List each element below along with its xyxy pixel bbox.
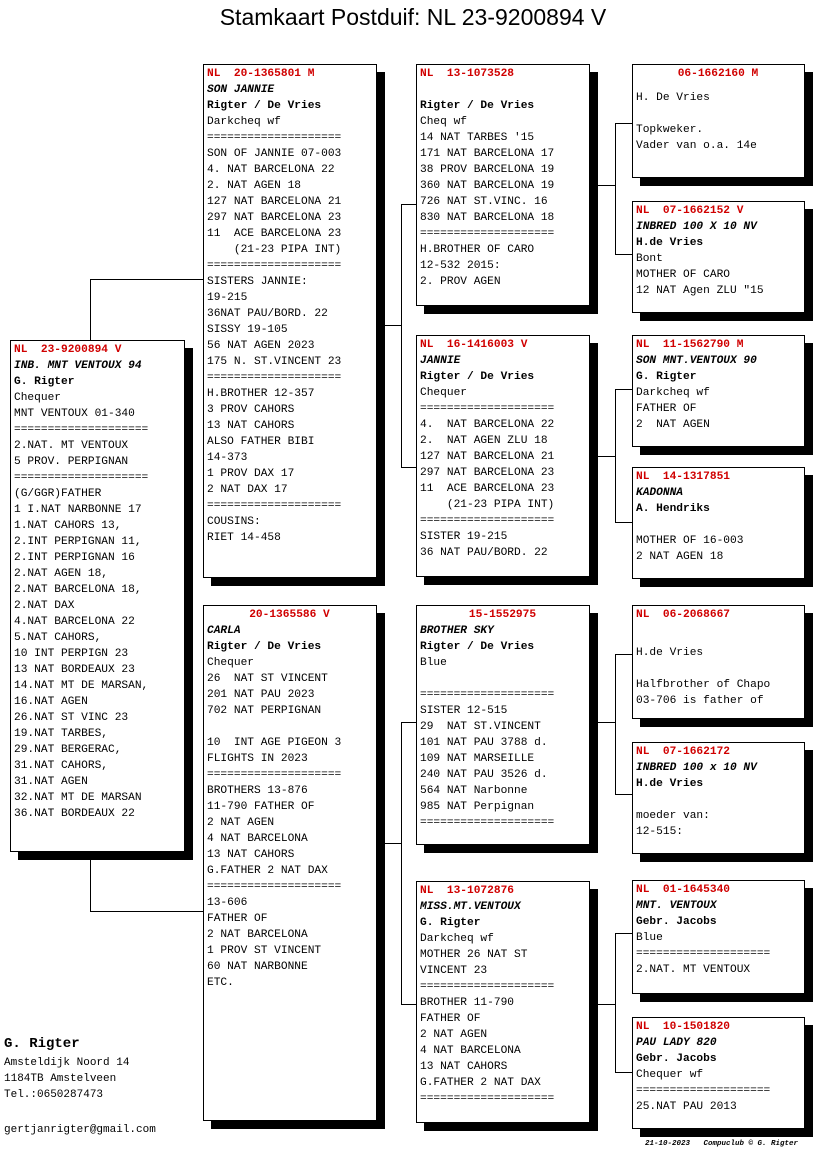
- info-line: 101 NAT PAU 3788 d.: [420, 737, 548, 749]
- info-lines: [636, 645, 800, 709]
- ring-number: NL 14-1317851: [636, 471, 730, 483]
- pedigree-card-fff[interactable]: [632, 64, 805, 178]
- info-line: [636, 106, 800, 122]
- info-line: ====================: [420, 689, 555, 701]
- info-line: Chequer wf: [636, 1069, 704, 1081]
- connector-line: [401, 467, 417, 468]
- ring-number: 20-1365586 V: [249, 609, 330, 621]
- connector-line: [401, 204, 402, 468]
- info-line: 03-706 is father of: [636, 695, 764, 707]
- info-line: Chequer: [14, 392, 61, 404]
- connector-line: [615, 254, 632, 255]
- info-line: 36NAT PAU/BORD. 22: [207, 308, 328, 320]
- info-line: 12 NAT Agen ZLU "15: [636, 285, 764, 297]
- info-line: 109 NAT MARSEILLE: [420, 753, 535, 765]
- info-line: ====================: [420, 1093, 555, 1105]
- info-line: 2.INT PERPIGNAN 11,: [14, 536, 142, 548]
- info-line: ====================: [207, 372, 342, 384]
- info-line: 14 NAT TARBES '15: [420, 132, 535, 144]
- breeder-name: Rigter / De Vries: [207, 100, 322, 112]
- pigeon-name: INB. MNT VENTOUX 94: [14, 360, 142, 372]
- info-line: MOTHER OF CARO: [636, 269, 730, 281]
- info-line: 2.NAT. MT VENTOUX: [636, 964, 751, 976]
- info-line: moeder van:: [636, 810, 710, 822]
- info-line: 1 PROV DAX 17: [207, 468, 295, 480]
- info-line: 2 NAT BARCELONA: [207, 929, 308, 941]
- footer-date: 21-10-2023: [645, 1140, 691, 1148]
- info-line: Halfbrother of Chapo: [636, 679, 771, 691]
- info-line: FATHER OF: [636, 403, 697, 415]
- connector-line: [401, 204, 417, 205]
- pigeon-name: SON JANNIE: [207, 84, 275, 96]
- connector-line: [90, 279, 204, 280]
- info-line: 11 ACE BARCELONA 23: [420, 483, 555, 495]
- pedigree-card-mmf[interactable]: [632, 880, 805, 994]
- breeder-name: G. Rigter: [636, 371, 697, 383]
- info-line: [636, 517, 800, 533]
- info-line: 36 NAT PAU/BORD. 22: [420, 547, 548, 559]
- ring-number: NL 16-1416003 V: [420, 339, 528, 351]
- info-lines: [207, 114, 372, 546]
- info-line: [636, 792, 800, 808]
- pedigree-card-father-father[interactable]: [416, 64, 590, 306]
- breeder-name: Rigter / De Vries: [420, 641, 535, 653]
- info-line: 2.NAT. MT VENTOUX: [14, 440, 129, 452]
- connector-line: [598, 722, 615, 723]
- info-line: 16.NAT AGEN: [14, 696, 88, 708]
- info-line: 60 NAT NARBONNE: [207, 961, 308, 973]
- info-line: 2.NAT BARCELONA 18,: [14, 584, 142, 596]
- info-line: 13 NAT BORDEAUX 23: [14, 664, 135, 676]
- pigeon-name: CARLA: [207, 625, 241, 637]
- info-line: 5 PROV. PERPIGNAN: [14, 456, 129, 468]
- info-line: VINCENT 23: [420, 965, 488, 977]
- info-line: 1.NAT CAHORS 13,: [14, 520, 122, 532]
- connector-line: [401, 722, 402, 1005]
- breeder-name: H.de Vries: [636, 778, 704, 790]
- info-line: 1 I.NAT NARBONNE 17: [14, 504, 142, 516]
- info-line: 2 NAT AGEN 18: [636, 551, 724, 563]
- pedigree-card-mfm[interactable]: [632, 742, 805, 854]
- info-line: 4. NAT BARCELONA 22: [420, 419, 555, 431]
- info-line: 26.NAT ST VINC 23: [14, 712, 129, 724]
- info-line: ETC.: [207, 977, 234, 989]
- owner-email[interactable]: gertjanrigter@gmail.com: [4, 1124, 156, 1136]
- breeder-name: Rigter / De Vries: [420, 371, 535, 383]
- info-line: 38 PROV BARCELONA 19: [420, 164, 555, 176]
- info-line: 2 NAT AGEN: [207, 817, 275, 829]
- info-lines: [14, 390, 180, 822]
- owner-contact: [4, 1035, 129, 1103]
- connector-line: [385, 843, 401, 844]
- info-line: 4.NAT BARCELONA 22: [14, 616, 135, 628]
- info-line: 56 NAT AGEN 2023: [207, 340, 315, 352]
- info-lines: [636, 1067, 800, 1115]
- info-lines: [420, 655, 585, 831]
- info-line: (21-23 PIPA INT): [420, 499, 555, 511]
- info-line: (G/GGR)FATHER: [14, 488, 102, 500]
- info-line: Vader van o.a. 14e: [636, 140, 757, 152]
- info-line: [420, 671, 585, 687]
- pigeon-name: MNT. VENTOUX: [636, 900, 717, 912]
- info-line: FATHER OF: [420, 1013, 481, 1025]
- info-line: 19.NAT TARBES,: [14, 728, 108, 740]
- info-line: 11-790 FATHER OF: [207, 801, 315, 813]
- pigeon-name: PAU LADY 820: [636, 1037, 717, 1049]
- info-line: 10 INT PERPIGN 23: [14, 648, 129, 660]
- info-line: 3 PROV CAHORS: [207, 404, 295, 416]
- info-line: 25.NAT PAU 2013: [636, 1101, 737, 1113]
- info-line: ====================: [420, 817, 555, 829]
- info-line: Darkcheq wf: [420, 933, 494, 945]
- info-line: 2. NAT AGEN ZLU 18: [420, 435, 548, 447]
- info-line: 2. NAT AGEN 18: [207, 180, 301, 192]
- info-line: 240 NAT PAU 3526 d.: [420, 769, 548, 781]
- owner-name: G. Rigter: [4, 1036, 80, 1052]
- pedigree-card-mother-father[interactable]: [416, 605, 590, 845]
- info-line: MNT VENTOUX 01-340: [14, 408, 135, 420]
- info-line: 985 NAT Perpignan: [420, 801, 535, 813]
- pedigree-card-father[interactable]: [203, 64, 377, 578]
- pedigree-card-mff[interactable]: [632, 605, 805, 719]
- info-line: 11 ACE BARCELONA 23: [207, 228, 342, 240]
- info-line: 10 INT AGE PIGEON 3: [207, 737, 342, 749]
- info-line: 2. PROV AGEN: [420, 276, 501, 288]
- connector-line: [615, 1072, 632, 1073]
- ring-number: NL 20-1365801 M: [207, 68, 315, 80]
- pigeon-name: INBRED 100 X 10 NV: [636, 221, 757, 233]
- connector-line: [598, 185, 615, 186]
- ring-number: NL 01-1645340: [636, 884, 730, 896]
- info-line: 2 NAT AGEN: [636, 419, 710, 431]
- info-line: Blue: [420, 657, 447, 669]
- info-line: SISTER 19-215: [420, 531, 508, 543]
- connector-line: [615, 654, 616, 795]
- info-line: 4 NAT BARCELONA: [207, 833, 308, 845]
- ring-number: NL 13-1072876: [420, 885, 514, 897]
- info-line: 4 NAT BARCELONA: [420, 1045, 521, 1057]
- connector-line: [615, 933, 616, 1073]
- pedigree-card-father-mother[interactable]: [416, 335, 590, 577]
- info-line: G.FATHER 2 NAT DAX: [420, 1077, 541, 1089]
- info-line: 297 NAT BARCELONA 23: [420, 467, 555, 479]
- info-lines: [636, 90, 800, 154]
- connector-line: [615, 123, 616, 255]
- info-line: SISTER 12-515: [420, 705, 508, 717]
- info-line: ====================: [14, 472, 149, 484]
- breeder-name: A. Hendriks: [636, 503, 710, 515]
- ring-number: NL 07-1662152 V: [636, 205, 744, 217]
- ring-number: NL 06-2068667: [636, 609, 730, 621]
- connector-line: [615, 933, 632, 934]
- info-lines: [636, 792, 800, 840]
- info-line: 175 N. ST.VINCENT 23: [207, 356, 342, 368]
- info-lines: [420, 114, 585, 290]
- ring-number: 15-1552975: [468, 609, 537, 621]
- breeder-name: H.de Vries: [636, 237, 704, 249]
- info-line: 19-215: [207, 292, 248, 304]
- info-lines: [636, 251, 800, 299]
- pigeon-name: INBRED 100 x 10 NV: [636, 762, 757, 774]
- pedigree-card-fmm[interactable]: [632, 467, 805, 579]
- info-line: 360 NAT BARCELONA 19: [420, 180, 555, 192]
- breeder-name: Gebr. Jacobs: [636, 916, 717, 928]
- info-line: FLIGHTS IN 2023: [207, 753, 308, 765]
- info-line: 830 NAT BARCELONA 18: [420, 212, 555, 224]
- owner-phone: Tel.:0650287473: [4, 1089, 104, 1101]
- connector-line: [615, 654, 632, 655]
- info-line: 1 PROV ST VINCENT: [207, 945, 322, 957]
- info-line: MOTHER 26 NAT ST: [420, 949, 528, 961]
- info-line: 29 NAT ST.VINCENT: [420, 721, 541, 733]
- info-line: 31.NAT CAHORS,: [14, 760, 108, 772]
- info-line: [636, 661, 800, 677]
- connector-line: [615, 123, 632, 124]
- connector-line: [598, 456, 615, 457]
- info-line: Darkcheq wf: [636, 387, 710, 399]
- info-line: G.FATHER 2 NAT DAX: [207, 865, 328, 877]
- info-line: 297 NAT BARCELONA 23: [207, 212, 342, 224]
- info-line: SISSY 19-105: [207, 324, 288, 336]
- info-line: Blue: [636, 932, 663, 944]
- info-line: ====================: [207, 500, 342, 512]
- connector-line: [615, 794, 632, 795]
- info-line: Darkcheq wf: [207, 116, 281, 128]
- info-line: 14-373: [207, 452, 248, 464]
- info-line: ====================: [420, 228, 555, 240]
- info-line: 36.NAT BORDEAUX 22: [14, 808, 135, 820]
- breeder-name: Gebr. Jacobs: [636, 1053, 717, 1065]
- info-line: RIET 14-458: [207, 532, 281, 544]
- info-line: Cheq wf: [420, 116, 467, 128]
- info-line: H. De Vries: [636, 92, 710, 104]
- info-line: [207, 719, 372, 735]
- info-line: ====================: [207, 260, 342, 272]
- info-line: 5.NAT CAHORS,: [14, 632, 102, 644]
- ring-number: NL 07-1662172: [636, 746, 730, 758]
- info-line: 564 NAT Narbonne: [420, 785, 528, 797]
- info-line: ====================: [636, 948, 771, 960]
- info-line: H.BROTHER 12-357: [207, 388, 315, 400]
- info-line: SISTERS JANNIE:: [207, 276, 308, 288]
- pigeon-name: SON MNT.VENTOUX 90: [636, 355, 757, 367]
- info-line: 127 NAT BARCELONA 21: [207, 196, 342, 208]
- info-line: ALSO FATHER BIBI: [207, 436, 315, 448]
- footer: [645, 1140, 798, 1148]
- owner-address-street: Amsteldijk Noord 14: [4, 1057, 130, 1069]
- page-title: Stamkaart Postduif: NL 23-9200894 V: [219, 4, 607, 30]
- info-lines: [636, 930, 800, 978]
- info-line: ====================: [207, 769, 342, 781]
- info-line: 201 NAT PAU 2023: [207, 689, 315, 701]
- connector-line: [401, 1004, 417, 1005]
- info-line: 13 NAT CAHORS: [420, 1061, 508, 1073]
- connector-line: [90, 911, 204, 912]
- pigeon-name: [420, 82, 585, 98]
- info-line: ====================: [207, 881, 342, 893]
- info-line: H.de Vries: [636, 647, 704, 659]
- connector-line: [615, 522, 632, 523]
- info-line: 4. NAT BARCELONA 22: [207, 164, 335, 176]
- info-line: Chequer: [420, 387, 467, 399]
- info-line: ====================: [420, 515, 555, 527]
- ring-number: NL 11-1562790 M: [636, 339, 744, 351]
- info-line: 2.NAT AGEN 18,: [14, 568, 108, 580]
- info-line: 171 NAT BARCELONA 17: [420, 148, 555, 160]
- info-line: 13-606: [207, 897, 248, 909]
- ring-number: 06-1662160 M: [677, 68, 759, 80]
- ring-number: NL 23-9200894 V: [14, 344, 122, 356]
- pigeon-name: JANNIE: [420, 355, 461, 367]
- footer-credit: Compuclub © G. Rigter: [703, 1140, 799, 1148]
- info-lines: [420, 385, 585, 561]
- breeder-name: G. Rigter: [420, 917, 481, 929]
- info-line: ====================: [14, 424, 149, 436]
- pedigree-card-ffm[interactable]: [632, 201, 805, 313]
- info-line: 2 NAT DAX 17: [207, 484, 288, 496]
- info-line: 2.INT PERPIGNAN 16: [14, 552, 135, 564]
- info-lines: [420, 931, 585, 1107]
- info-line: ====================: [420, 981, 555, 993]
- breeder-name: G. Rigter: [14, 376, 75, 388]
- breeder-name: Rigter / De Vries: [207, 641, 322, 653]
- info-line: 32.NAT MT DE MARSAN: [14, 792, 142, 804]
- info-line: BROTHER 11-790: [420, 997, 514, 1009]
- info-line: 127 NAT BARCELONA 21: [420, 451, 555, 463]
- info-lines: [207, 655, 372, 991]
- pigeon-name: BROTHER SKY: [420, 625, 494, 637]
- connector-line: [615, 389, 616, 523]
- pedigree-card-mother[interactable]: [203, 605, 377, 1121]
- info-line: FATHER OF: [207, 913, 268, 925]
- connector-line: [401, 722, 417, 723]
- breeder-name: Rigter / De Vries: [420, 100, 535, 112]
- info-line: MOTHER OF 16-003: [636, 535, 744, 547]
- pedigree-card-subject[interactable]: [10, 340, 185, 852]
- connector-line: [90, 851, 91, 912]
- info-line: 31.NAT AGEN: [14, 776, 88, 788]
- pedigree-card-mmm[interactable]: [632, 1017, 805, 1129]
- pedigree-card-fmf[interactable]: [632, 335, 805, 447]
- info-line: Topkweker.: [636, 124, 704, 136]
- ring-number: NL 10-1501820: [636, 1021, 730, 1033]
- pedigree-card-mother-mother[interactable]: [416, 881, 590, 1123]
- pigeon-name: MISS.MT.VENTOUX: [420, 901, 521, 913]
- info-lines: [636, 517, 800, 565]
- info-line: 13 NAT CAHORS: [207, 849, 295, 861]
- ring-number: NL 13-1073528: [420, 68, 514, 80]
- info-line: 13 NAT CAHORS: [207, 420, 295, 432]
- info-line: 29.NAT BERGERAC,: [14, 744, 122, 756]
- info-line: (21-23 PIPA INT): [207, 244, 342, 256]
- info-line: 2.NAT DAX: [14, 600, 75, 612]
- info-line: 12-532 2015:: [420, 260, 501, 272]
- info-line: 14.NAT MT DE MARSAN,: [14, 680, 149, 692]
- info-line: SON OF JANNIE 07-003: [207, 148, 342, 160]
- connector-line: [385, 325, 401, 326]
- info-line: Bont: [636, 253, 663, 265]
- info-line: 12-515:: [636, 826, 683, 838]
- info-line: ====================: [636, 1085, 771, 1097]
- info-line: H.BROTHER OF CARO: [420, 244, 535, 256]
- info-line: 726 NAT ST.VINC. 16: [420, 196, 548, 208]
- owner-address-city: 1184TB Amstelveen: [4, 1073, 117, 1085]
- info-line: COUSINS:: [207, 516, 261, 528]
- info-lines: [636, 385, 800, 433]
- info-line: 26 NAT ST VINCENT: [207, 673, 328, 685]
- connector-line: [598, 1004, 615, 1005]
- info-line: BROTHERS 13-876: [207, 785, 308, 797]
- info-line: Chequer: [207, 657, 254, 669]
- info-line: ====================: [420, 403, 555, 415]
- connector-line: [90, 279, 91, 340]
- info-line: ====================: [207, 132, 342, 144]
- info-line: 702 NAT PERPIGNAN: [207, 705, 322, 717]
- pigeon-name: KADONNA: [636, 487, 683, 499]
- info-line: 2 NAT AGEN: [420, 1029, 488, 1041]
- connector-line: [615, 389, 632, 390]
